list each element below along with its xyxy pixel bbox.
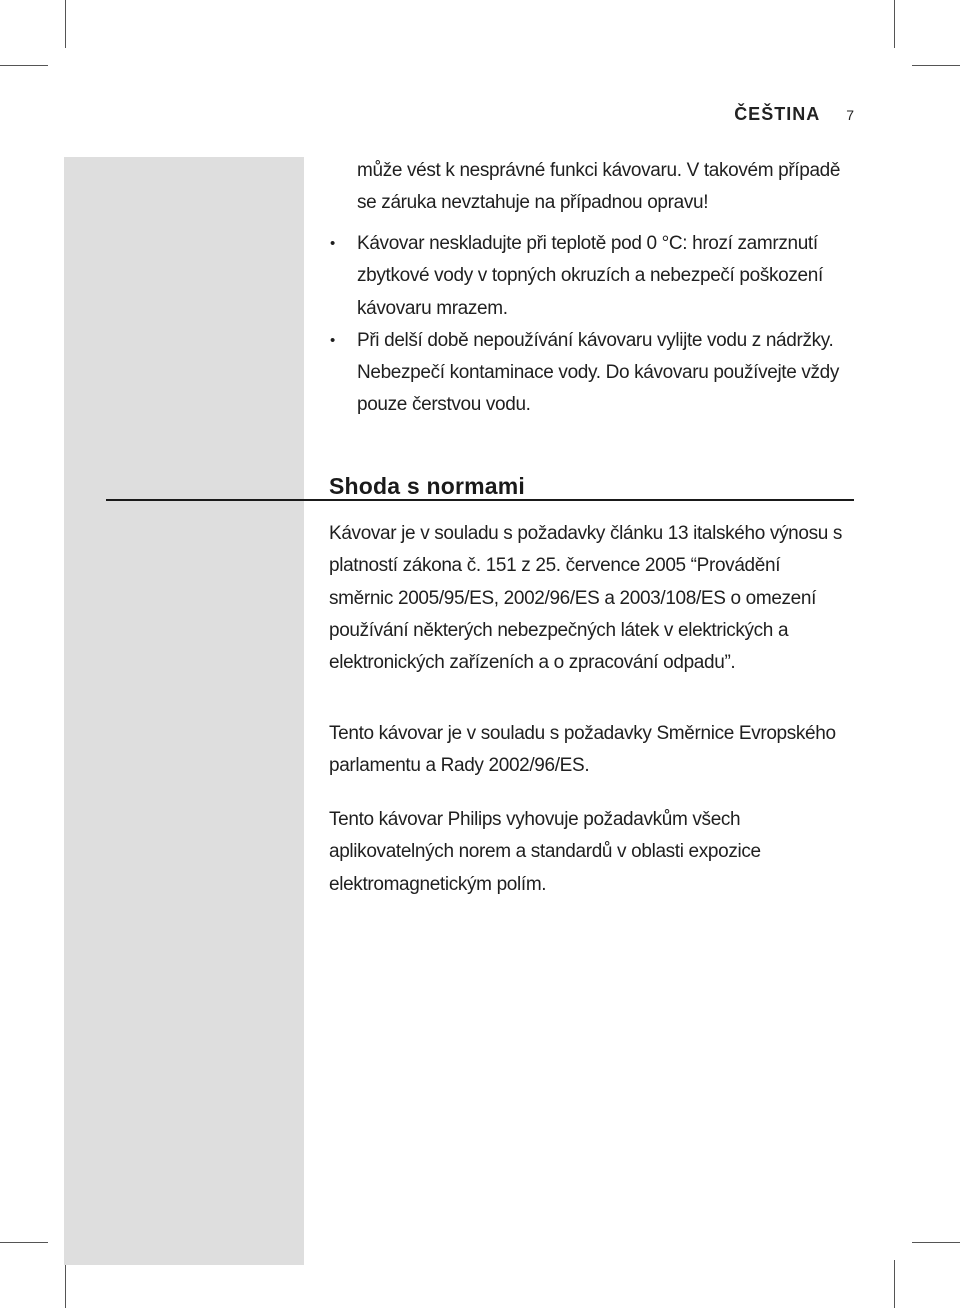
crop-mark <box>894 0 895 48</box>
crop-mark <box>65 1260 66 1308</box>
crop-mark <box>912 65 960 66</box>
list-item <box>330 325 857 422</box>
page-number: 7 <box>846 107 854 123</box>
bullet-icon: • <box>330 235 335 252</box>
crop-mark <box>0 65 48 66</box>
language-label: ČEŠTINA <box>734 104 821 124</box>
section-heading: Shoda s normami <box>329 473 525 499</box>
crop-mark <box>912 1242 960 1243</box>
intro-paragraph: může vést k nesprávné funkci kávovaru. V takovém případě se záruka nevztahuje na případnou opravu! <box>357 160 841 214</box>
crop-mark <box>65 0 66 48</box>
bullet-text: Při delší době nepoužívání kávovaru vylijte vodu z nádržky. Nebezpečí kontaminace vody. Do kávovaru používejte vždy pouze čerstvou vodu. <box>357 329 840 416</box>
compliance-paragraph: Kávovar je v souladu s požadavky článku 13 italského výnosu s platností zákona č. 151 z 25. července 2005 “Provádění směrnic 2005/95/ES, 2002/96/ES a 2003/108/ES o omezení používání některých nebezpečných látek v elektrických a elektronických zařízeních a o zpracování odpadu”. <box>329 523 843 674</box>
crop-mark <box>0 1242 48 1243</box>
bullet-list <box>330 228 857 422</box>
sidebar-band <box>64 157 304 1265</box>
section-divider <box>106 499 854 501</box>
page-header <box>734 104 854 125</box>
list-item <box>330 228 857 325</box>
bullet-icon: • <box>330 331 335 349</box>
compliance-paragraph: Tento kávovar je v souladu s požadavky Směrnice Evropského parlamentu a Rady 2002/96/ES. <box>329 723 836 777</box>
bullet-text: Kávovar neskladujte při teplotě pod 0 °C: hrozí zamrznutí zbytkové vody v topných okruzích a nebezpečí poškození kávovaru mrazem. <box>357 233 823 319</box>
compliance-paragraph: Tento kávovar Philips vyhovuje požadavkům všech aplikovatelných norem a standardů v oblasti expozice elektromagnetickým polím. <box>329 809 761 895</box>
crop-mark <box>894 1260 895 1308</box>
